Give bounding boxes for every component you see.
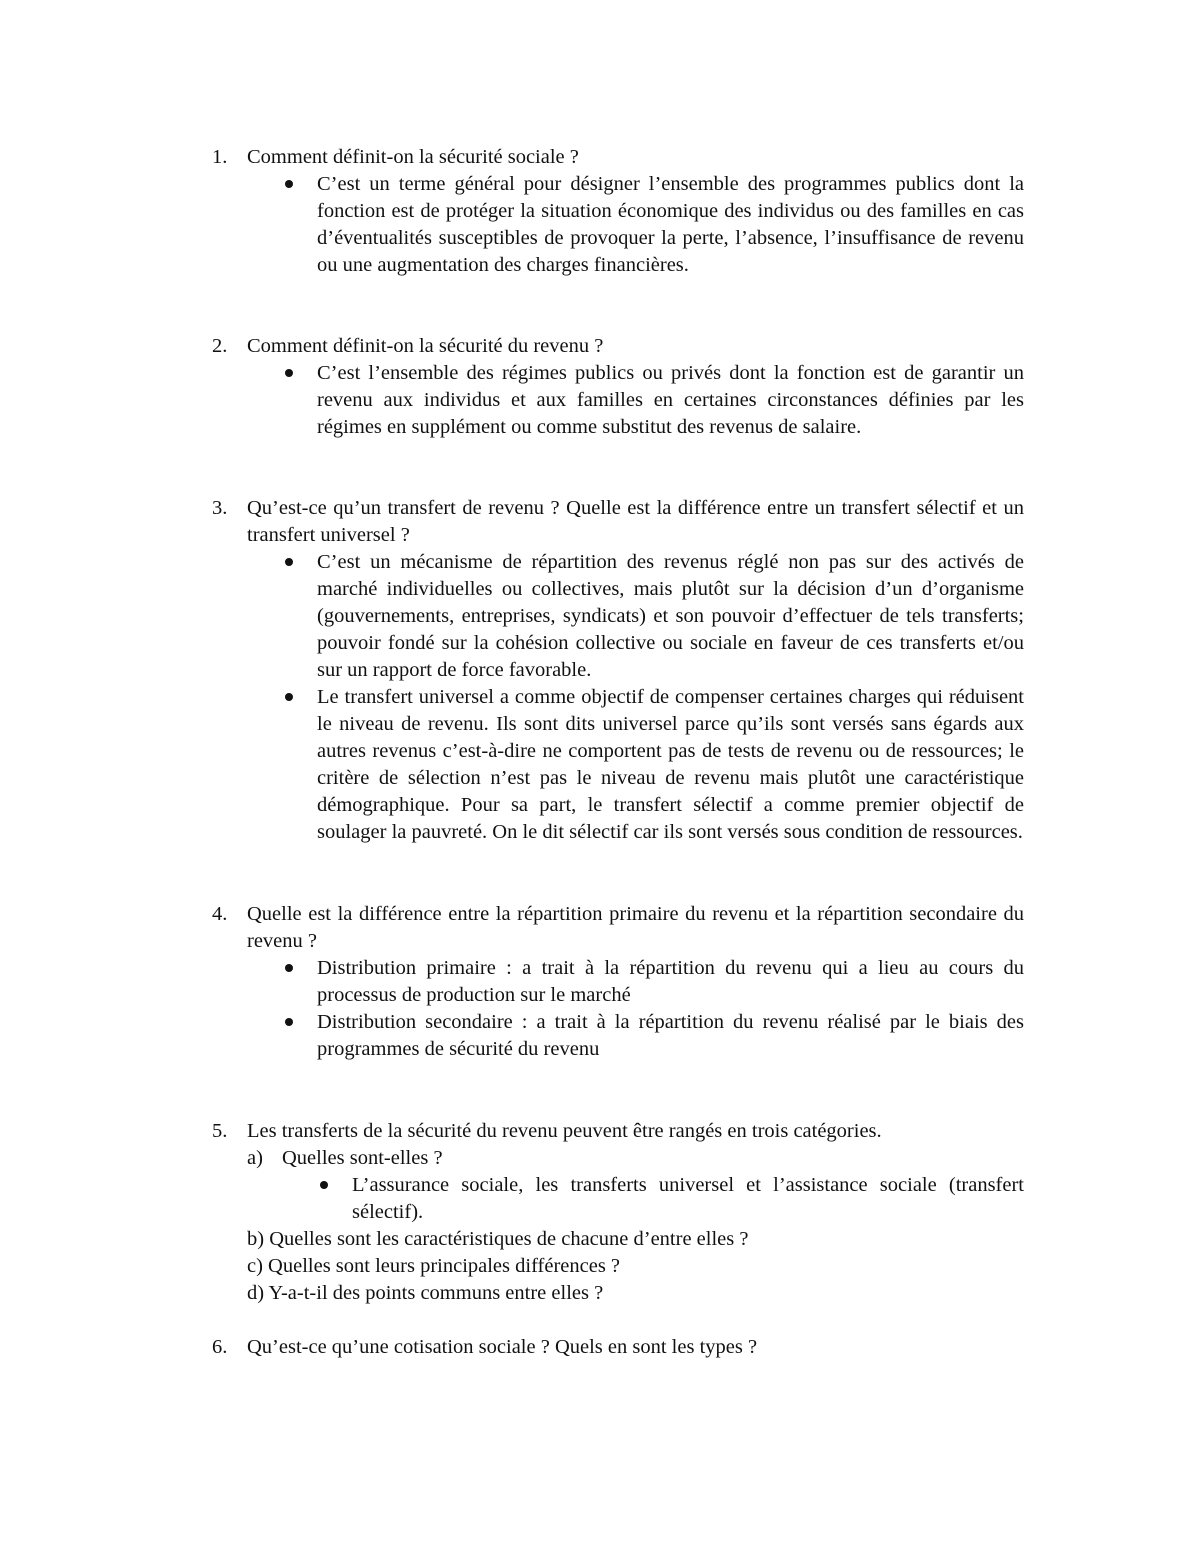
question-text: Comment définit-on la sécurité sociale ? [247,146,579,168]
answer-item [282,171,1024,279]
question-4 [212,901,1024,1063]
answer-text: C’est l’ensemble des régimes publics ou privés dont la fonction est de garantir un revenu aux individus et aux familles en certaines circonstances définies par les régimes en supplément ou comme substitut des revenus de salaire. [317,362,1024,438]
question-text: Qu’est-ce qu’une cotisation sociale ? Quels en sont les types ? [247,1336,758,1358]
question-text: Qu’est-ce qu’un transfert de revenu ? Quelle est la différence entre un transfert sélectif et un transfert universel ? [247,497,1024,546]
bullet-icon [282,360,317,441]
answer-text: Distribution secondaire : a trait à la répartition du revenu réalisé par le biais des programmes de sécurité du revenu [317,1011,1024,1060]
answer-item [282,684,1024,846]
bullet-icon [282,684,317,846]
answer-item [282,955,1024,1009]
answer-text: Le transfert universel a comme objectif de compenser certaines charges qui réduisent le niveau de revenu. Ils sont dits universel parce qu’ils sont versés sans égards aux autres revenus c’est-à-dire ne comportent pas de tests de revenu ou de ressources; le critère de sélection n’est pas le niveau de revenu mais plutôt une caractéristique démographique. Pour sa part, le transfert sélectif a comme premier objectif de soulager la pauvreté. On le dit sélectif car ils sont versés sous condition de ressources. [317,686,1024,843]
answer-item [282,360,1024,441]
sub-question-d: d) Y-a-t-il des points communs entre elles ? [247,1282,604,1304]
sub-question-a [247,1145,1024,1172]
question-3 [212,495,1024,846]
sub-question-text: Quelles sont-elles ? [282,1147,443,1169]
bullet-icon [282,955,317,1009]
question-text: Quelle est la différence entre la répartition primaire du revenu et la répartition secondaire du revenu ? [247,903,1024,952]
sub-question-label: a) [247,1147,263,1169]
question-number: 4. [212,903,228,925]
bullet-icon [282,1009,317,1063]
answer-item [317,1172,1024,1226]
question-number: 5. [212,1120,228,1142]
bullet-icon [317,1172,352,1226]
answer-item [282,549,1024,684]
bullet-icon [282,549,317,684]
question-2 [212,333,1024,441]
question-5 [212,1118,1024,1307]
answer-text: C’est un terme général pour désigner l’ensemble des programmes publics dont la fonction est de protéger la situation économique des individus ou des familles en cas d’éventualités susceptibles de provoquer la perte, l’absence, l’insuffisance de revenu ou une augmentation des charges financières. [317,173,1024,276]
question-number: 2. [212,335,228,357]
answer-text: L’assurance sociale, les transferts universel et l’assistance sociale (transfert sélectif). [352,1174,1024,1223]
question-1 [212,144,1024,279]
question-number: 6. [212,1336,228,1358]
question-text: Les transferts de la sécurité du revenu peuvent être rangés en trois catégories. [247,1120,882,1142]
question-text: Comment définit-on la sécurité du revenu ? [247,335,604,357]
question-number: 1. [212,146,228,168]
question-number: 3. [212,497,228,519]
answer-text: Distribution primaire : a trait à la répartition du revenu qui a lieu au cours du processus de production sur le marché [317,957,1024,1006]
sub-question-b: b) Quelles sont les caractéristiques de chacune d’entre elles ? [247,1228,749,1250]
answer-item [282,1009,1024,1063]
bullet-icon [282,171,317,279]
sub-question-c: c) Quelles sont leurs principales différences ? [247,1255,621,1277]
answer-text: C’est un mécanisme de répartition des revenus réglé non pas sur des activés de marché individuelles ou collectives, mais plutôt sur la décision d’un d’organisme (gouvernements, entreprises, syndicats) et son pouvoir d’effectuer de tels transferts; pouvoir fondé sur la cohésion collective ou sociale en faveur de ces transferts et/ou sur un rapport de force favorable. [317,551,1024,681]
question-6 [212,1334,1024,1361]
